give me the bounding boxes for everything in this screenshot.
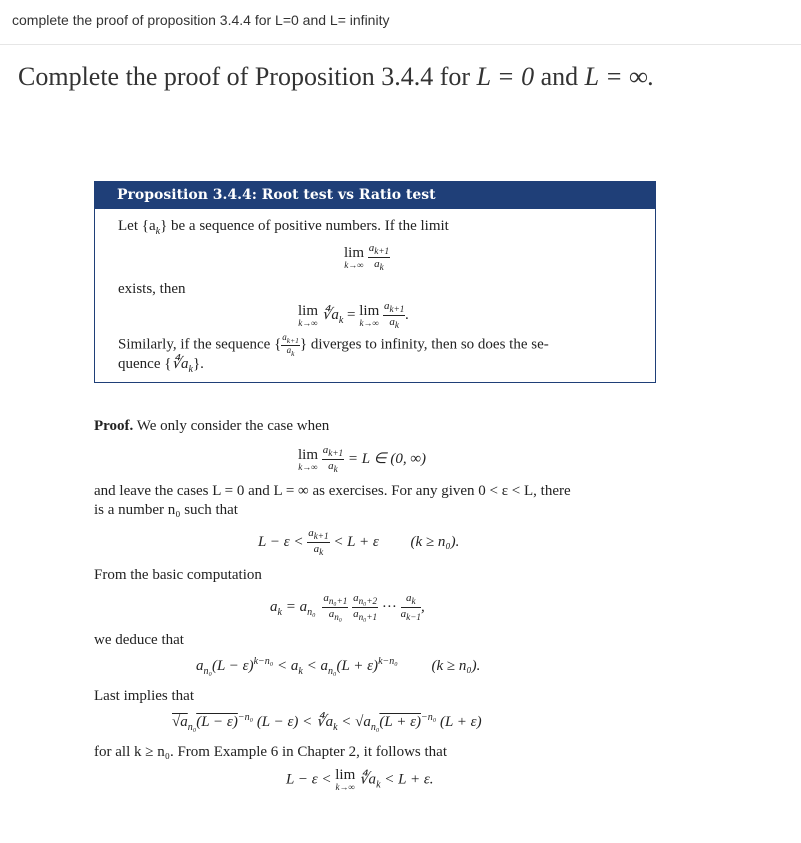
ineq-right: < L + ε [333,534,379,551]
forall-text: for all k ≥ n₀. From Example 6 in Chapter 2, it follows that [94,744,447,760]
ratio-num-sub: k+1 [328,448,344,459]
f1-den-sub: n₀ [334,612,342,623]
intro-rest: } be a sequence of positive numbers. If the limit [160,218,449,234]
last-text: Last implies that [94,688,194,704]
ratio-den-sub: k [319,547,324,558]
root5: (L + ε) [379,714,421,730]
f2-num: a [353,592,359,604]
final-inequality [286,768,434,792]
epsilon-inequality [258,527,459,558]
root-term: ∜a [321,307,339,324]
deduce-mid: (L − ε) [211,658,254,674]
root1-sub: n₀ [187,722,197,733]
final-left: L − ε < [286,771,332,788]
ratio-den: a [313,543,320,556]
quence-rest: }. [192,356,204,372]
f3-num: a [406,592,412,604]
ratio-num-sub: k+1 [374,246,390,257]
ratio-den-sub: k [394,320,399,331]
exists-text: exists, then [118,281,186,297]
ratio-den-sub: k [291,348,295,358]
f2-den: a [353,608,359,621]
equals-sign: = [347,307,356,324]
deduce-mid3-sub: n₀ [327,666,337,677]
deduce-mid2: < a [273,658,299,674]
deduce-a-sub: n₀ [203,666,212,677]
quence-lead: quence { [118,356,172,372]
ratio-num-sub: k+1 [389,304,405,315]
f3-den-sub: k−1 [406,612,421,623]
ratio-num-sub: k+1 [286,335,299,345]
proposition-intro [118,218,449,237]
ratio-den: a [328,460,334,473]
comp-end: , [420,599,425,616]
ratio-num: a [384,300,390,312]
f3-den: a [400,608,407,621]
similarly-lead: Similarly, if the sequence { [118,336,282,353]
ratio-num: a [322,444,329,456]
final-lim-sub: k→∞ [335,782,355,792]
lim-sub: k→∞ [298,461,318,472]
lim-word: lim [298,446,319,463]
question-text: complete the proof of proposition 3.4.4 for L=0 and L= infinity [12,12,390,28]
deduce-mid3: < a [302,658,328,674]
ratio-den-sub: k [333,464,338,475]
deduce-cond: (k ≥ n₀). [431,658,481,674]
proof-intro [94,418,329,435]
lim-word: lim [344,244,365,261]
ineq-cond: (k ≥ n₀). [410,534,460,551]
f1-den: a [328,608,335,621]
quence-root: ∜a [171,356,189,372]
deduce-mid2-sub: k [298,666,303,677]
proof-label: Proof. [94,418,134,434]
f1-num: a [323,592,329,604]
heading-cond1: L = 0 [476,62,535,91]
ineq-left: L − ε < [258,534,304,551]
root4-sub: n₀ [370,722,380,733]
deduce-a: a [196,658,204,674]
final-right: < L + ε. [384,771,434,788]
intro-sub: k [155,226,161,237]
proof-case-formula [298,444,426,475]
final-lim: lim [335,767,356,783]
lim-sub: k→∞ [298,317,318,328]
comp-eq-sub: n₀ [307,607,316,619]
root-ratio-equality [298,300,409,331]
root4: < √a [337,714,371,730]
deduce-exp2: k−n₀ [378,656,398,667]
ratio-den: a [374,258,380,271]
deduce-formula [196,656,480,677]
comp-eq: = a [285,599,308,616]
lim-sub: k→∞ [344,259,364,270]
ratio-den: a [286,344,292,355]
lim-sub: k→∞ [359,317,379,328]
f3-num-sub: k [411,596,416,607]
heading-prefix: Complete the proof of Proposition 3.4.4 for [18,62,477,91]
final-root: ∜a [359,771,377,788]
root3-sub: k [333,722,338,733]
f2-num-sub: n₀+2 [358,596,378,607]
root-bounds-formula [172,712,482,733]
ratio-num: a [308,527,314,539]
deduce-text: we deduce that [94,632,184,648]
intro-text: Let {a [118,218,156,234]
page-title [18,62,654,92]
leave-text: and leave the cases L = 0 and L = ∞ as exercises. For any given 0 < ε < L, there [94,483,571,499]
limit-ratio-formula [344,242,390,273]
root2-exp: −n₀ [237,712,254,723]
lim-word: lim [359,302,380,319]
period: . [405,307,410,324]
ratio-num-sub: k+1 [313,531,329,542]
comp-left: a [270,599,278,616]
heading-cond2: L = ∞. [584,62,655,91]
case-tail: = L ∈ (0, ∞) [347,451,427,468]
deduce-mid4: (L + ε) [336,658,379,674]
basic-text: From the basic computation [94,567,262,583]
root5-exp: −n₀ [421,712,437,723]
root1: √a [172,714,188,730]
heading-and: and [534,62,585,91]
ratio-den: a [389,316,395,329]
root2: (L − ε) [196,714,238,730]
root6: (L + ε) [436,714,482,730]
divider [0,44,801,45]
f2-den-sub: n₀+1 [358,612,378,623]
ratio-num: a [368,242,375,254]
number-text: is a number n₀ such that [94,502,238,518]
f1-num-sub: n₀+1 [328,596,348,607]
ratio-den-sub: k [379,262,384,273]
proof-intro-text: We only consider the case when [136,418,330,434]
quence-root-sub: k [188,364,193,375]
root-sub: k [338,315,344,327]
deduce-exp: k−n₀ [253,656,274,667]
proposition-title: Proposition 3.4.4: Root test vs Ratio test [95,182,655,209]
similarly-rest: } diverges to infinity, then so does the se- [299,336,549,353]
final-root-sub: k [376,779,381,791]
comp-left-sub: k [277,607,282,619]
comp-dots: ··· [381,599,397,616]
lim-word: lim [298,302,319,319]
root3: (L − ε) < ∜a [253,714,334,730]
basic-computation [270,592,425,623]
quence-text [118,354,204,375]
ratio-num: a [282,332,287,342]
